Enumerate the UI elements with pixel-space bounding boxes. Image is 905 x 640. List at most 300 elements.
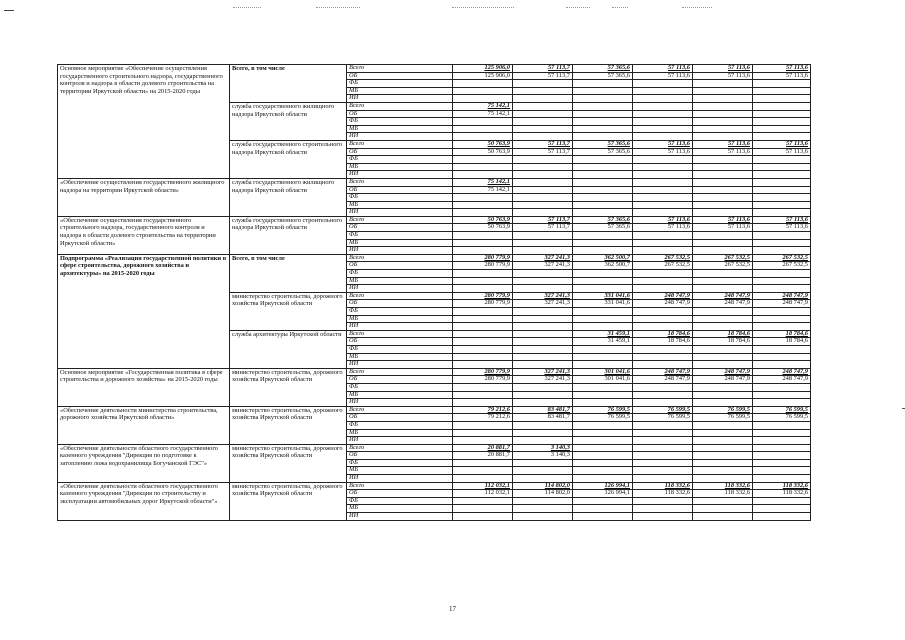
amount-cell <box>753 232 811 240</box>
amount-cell: 248 747,9 <box>633 368 693 376</box>
amount-cell <box>693 87 753 95</box>
amount-cell <box>513 247 573 255</box>
amount-cell <box>453 421 513 429</box>
amount-cell: 112 032,1 <box>453 482 513 490</box>
amount-cell <box>453 80 513 88</box>
amount-cell: 125 906,0 <box>453 72 513 80</box>
amount-cell: 331 041,6 <box>573 292 633 300</box>
amount-cell: 57 113,6 <box>753 72 811 80</box>
amount-cell <box>633 285 693 293</box>
activity-description: Основное мероприятие «Обеспечение осуществления государственного строительного надзора, государственного контроля и надзора в области долевого строительства на территории Иркутской области» на 2015-2020 годы <box>58 65 230 179</box>
amount-cell <box>513 315 573 323</box>
amount-cell: 83 481,7 <box>513 414 573 422</box>
amount-cell <box>573 194 633 202</box>
amount-cell: 76 599,5 <box>633 414 693 422</box>
amount-cell <box>513 118 573 126</box>
amount-cell <box>753 399 811 407</box>
amount-cell <box>693 163 753 171</box>
amount-cell <box>693 232 753 240</box>
amount-cell <box>513 80 573 88</box>
amount-cell <box>513 429 573 437</box>
amount-cell <box>753 452 811 460</box>
amount-cell: 57 113,6 <box>633 224 693 232</box>
amount-cell <box>753 285 811 293</box>
amount-cell: 362 500,7 <box>573 254 633 262</box>
amount-cell <box>573 156 633 164</box>
executor-cell: министерство строительства, дорожного хозяйства Иркутской области <box>230 406 347 444</box>
amount-cell <box>693 513 753 521</box>
funding-source: МБ <box>347 315 453 323</box>
executor-cell: министерство строительства, дорожного хозяйства Иркутской области <box>230 292 347 330</box>
table-row <box>58 254 811 262</box>
amount-cell <box>453 315 513 323</box>
amount-cell <box>573 444 633 452</box>
amount-cell <box>633 513 693 521</box>
amount-cell <box>513 475 573 483</box>
amount-cell <box>513 87 573 95</box>
amount-cell <box>693 80 753 88</box>
amount-cell <box>453 194 513 202</box>
funding-source: МБ <box>347 239 453 247</box>
funding-source: ИИ <box>347 513 453 521</box>
amount-cell: 57 113,6 <box>753 216 811 224</box>
amount-cell <box>453 505 513 513</box>
amount-cell <box>693 467 753 475</box>
amount-cell <box>753 513 811 521</box>
amount-cell <box>513 178 573 186</box>
amount-cell <box>573 232 633 240</box>
amount-cell <box>753 391 811 399</box>
funding-source: ИИ <box>347 323 453 331</box>
amount-cell: 50 763,9 <box>453 140 513 148</box>
amount-cell <box>693 186 753 194</box>
amount-cell <box>753 171 811 179</box>
amount-cell: 118 332,6 <box>693 482 753 490</box>
amount-cell <box>753 156 811 164</box>
amount-cell <box>753 110 811 118</box>
amount-cell <box>693 125 753 133</box>
amount-cell <box>693 421 753 429</box>
funding-source: МБ <box>347 467 453 475</box>
funding-source: ИИ <box>347 475 453 483</box>
amount-cell <box>573 110 633 118</box>
amount-cell <box>453 513 513 521</box>
amount-cell <box>693 383 753 391</box>
amount-cell <box>633 209 693 217</box>
amount-cell <box>573 467 633 475</box>
funding-source: ФБ <box>347 497 453 505</box>
amount-cell <box>693 391 753 399</box>
executor-cell: министерство строительства, дорожного хозяйства Иркутской области <box>230 368 347 406</box>
amount-cell <box>513 277 573 285</box>
amount-cell <box>573 421 633 429</box>
amount-cell <box>693 178 753 186</box>
amount-cell <box>633 156 693 164</box>
amount-cell <box>753 383 811 391</box>
amount-cell <box>513 345 573 353</box>
amount-cell <box>573 429 633 437</box>
amount-cell: 267 532,5 <box>753 262 811 270</box>
amount-cell <box>453 171 513 179</box>
amount-cell <box>753 133 811 141</box>
amount-cell: 248 747,9 <box>753 368 811 376</box>
amount-cell: 75 142,1 <box>453 110 513 118</box>
amount-cell: 76 599,5 <box>573 406 633 414</box>
amount-cell: 57 113,6 <box>633 216 693 224</box>
amount-cell <box>753 270 811 278</box>
amount-cell <box>753 429 811 437</box>
amount-cell <box>573 437 633 445</box>
amount-cell <box>513 399 573 407</box>
funding-source: ИИ <box>347 133 453 141</box>
amount-cell: 57 113,6 <box>753 140 811 148</box>
amount-cell <box>513 513 573 521</box>
amount-cell <box>633 345 693 353</box>
amount-cell: 57 113,6 <box>693 65 753 73</box>
amount-cell <box>573 383 633 391</box>
amount-cell <box>753 444 811 452</box>
executor-cell: Всего, в том числе <box>230 254 347 292</box>
funding-source: ОБ <box>347 452 453 460</box>
amount-cell <box>513 383 573 391</box>
amount-cell <box>513 330 573 338</box>
amount-cell <box>513 338 573 346</box>
amount-cell <box>513 95 573 103</box>
amount-cell <box>573 285 633 293</box>
funding-source: ОБ <box>347 148 453 156</box>
amount-cell: 79 212,6 <box>453 414 513 422</box>
amount-cell: 76 599,5 <box>693 406 753 414</box>
amount-cell <box>693 118 753 126</box>
amount-cell <box>453 353 513 361</box>
amount-cell: 280 779,9 <box>453 368 513 376</box>
amount-cell: 57 113,7 <box>513 148 573 156</box>
amount-cell <box>513 201 573 209</box>
amount-cell <box>753 80 811 88</box>
amount-cell <box>573 133 633 141</box>
amount-cell: 79 212,6 <box>453 406 513 414</box>
executor-cell: служба государственного жилищного надзора Иркутской области <box>230 178 347 216</box>
amount-cell <box>573 277 633 285</box>
amount-cell <box>633 186 693 194</box>
amount-cell <box>693 505 753 513</box>
amount-cell <box>753 201 811 209</box>
amount-cell <box>573 399 633 407</box>
amount-cell: 50 763,9 <box>453 224 513 232</box>
amount-cell <box>453 383 513 391</box>
funding-source: ФБ <box>347 80 453 88</box>
amount-cell <box>633 399 693 407</box>
amount-cell: 248 747,9 <box>753 300 811 308</box>
amount-cell <box>453 345 513 353</box>
amount-cell <box>513 391 573 399</box>
amount-cell <box>693 102 753 110</box>
amount-cell: 118 332,6 <box>753 482 811 490</box>
amount-cell: 112 032,1 <box>453 490 513 498</box>
amount-cell: 280 779,9 <box>453 300 513 308</box>
table-row <box>58 444 811 452</box>
amount-cell <box>453 399 513 407</box>
amount-cell <box>573 513 633 521</box>
amount-cell <box>693 475 753 483</box>
amount-cell <box>453 308 513 316</box>
amount-cell <box>753 497 811 505</box>
amount-cell <box>693 459 753 467</box>
amount-cell <box>693 201 753 209</box>
amount-cell <box>573 118 633 126</box>
amount-cell <box>453 232 513 240</box>
funding-source: ФБ <box>347 156 453 164</box>
amount-cell: 327 241,3 <box>513 376 573 384</box>
amount-cell <box>633 163 693 171</box>
amount-cell: 57 365,6 <box>573 148 633 156</box>
table-row <box>58 368 811 376</box>
amount-cell <box>693 239 753 247</box>
amount-cell <box>573 87 633 95</box>
funding-source: Всего <box>347 254 453 262</box>
amount-cell <box>633 239 693 247</box>
amount-cell: 50 763,9 <box>453 216 513 224</box>
funding-source: Всего <box>347 406 453 414</box>
amount-cell: 248 747,9 <box>693 292 753 300</box>
amount-cell <box>693 353 753 361</box>
amount-cell <box>753 118 811 126</box>
amount-cell <box>573 201 633 209</box>
amount-cell <box>573 353 633 361</box>
amount-cell <box>633 232 693 240</box>
activity-description: «Обеспечение осуществления государственного жилищного надзора на территории Иркутской области» <box>58 178 230 216</box>
amount-cell: 57 113,7 <box>513 224 573 232</box>
amount-cell: 57 365,6 <box>573 140 633 148</box>
amount-cell <box>513 497 573 505</box>
amount-cell <box>453 467 513 475</box>
amount-cell <box>693 497 753 505</box>
amount-cell <box>453 285 513 293</box>
amount-cell <box>453 338 513 346</box>
table-row <box>58 406 811 414</box>
table-row <box>58 65 811 73</box>
amount-cell <box>633 497 693 505</box>
funding-source: МБ <box>347 201 453 209</box>
activity-description: «Обеспечение осуществления государственного строительного надзора, государственного контроля и надзора в области долевого строительства на территории Иркутской области» <box>58 216 230 254</box>
funding-source: ИИ <box>347 171 453 179</box>
amount-cell: 18 784,6 <box>753 330 811 338</box>
amount-cell <box>753 239 811 247</box>
amount-cell <box>753 125 811 133</box>
amount-cell <box>453 133 513 141</box>
amount-cell <box>573 247 633 255</box>
amount-cell <box>633 277 693 285</box>
amount-cell: 118 332,6 <box>633 490 693 498</box>
amount-cell <box>453 277 513 285</box>
funding-source: ИИ <box>347 399 453 407</box>
amount-cell <box>573 323 633 331</box>
amount-cell <box>693 285 753 293</box>
amount-cell: 57 113,6 <box>693 72 753 80</box>
amount-cell <box>513 308 573 316</box>
amount-cell: 267 532,5 <box>633 262 693 270</box>
amount-cell <box>453 323 513 331</box>
amount-cell <box>633 315 693 323</box>
amount-cell <box>693 133 753 141</box>
amount-cell: 248 747,9 <box>633 300 693 308</box>
funding-source: ФБ <box>347 421 453 429</box>
amount-cell <box>693 399 753 407</box>
activity-description: Основное мероприятие «Государственная политика в сфере строительства и дорожного хозяйства» на 2015-2020 годы <box>58 368 230 406</box>
amount-cell <box>453 239 513 247</box>
funding-source: Всего <box>347 102 453 110</box>
amount-cell: 118 332,6 <box>753 490 811 498</box>
amount-cell <box>633 421 693 429</box>
executor-cell: служба государственного строительного надзора Иркутской области <box>230 216 347 254</box>
amount-cell <box>633 467 693 475</box>
amount-cell: 57 113,6 <box>693 216 753 224</box>
amount-cell <box>573 209 633 217</box>
amount-cell <box>573 80 633 88</box>
amount-cell <box>513 194 573 202</box>
table-row <box>58 216 811 224</box>
amount-cell <box>513 102 573 110</box>
funding-source: ФБ <box>347 232 453 240</box>
amount-cell <box>453 87 513 95</box>
amount-cell: 125 906,0 <box>453 65 513 73</box>
amount-cell: 75 142,1 <box>453 102 513 110</box>
amount-cell <box>513 437 573 445</box>
amount-cell <box>753 87 811 95</box>
amount-cell <box>453 391 513 399</box>
amount-cell <box>633 459 693 467</box>
amount-cell: 301 041,6 <box>573 368 633 376</box>
amount-cell <box>573 452 633 460</box>
amount-cell: 118 332,6 <box>693 490 753 498</box>
amount-cell <box>633 194 693 202</box>
amount-cell <box>513 270 573 278</box>
funding-source: ФБ <box>347 270 453 278</box>
amount-cell <box>693 345 753 353</box>
amount-cell: 20 881,7 <box>453 452 513 460</box>
funding-source: Всего <box>347 292 453 300</box>
amount-cell <box>573 171 633 179</box>
amount-cell <box>513 361 573 369</box>
funding-source: ФБ <box>347 345 453 353</box>
funding-source: ФБ <box>347 118 453 126</box>
scan-top-marks <box>0 0 905 14</box>
amount-cell: 3 140,3 <box>513 452 573 460</box>
amount-cell: 248 747,9 <box>633 376 693 384</box>
funding-source: ИИ <box>347 95 453 103</box>
amount-cell <box>693 444 753 452</box>
amount-cell <box>573 239 633 247</box>
amount-cell <box>753 505 811 513</box>
amount-cell <box>753 437 811 445</box>
amount-cell <box>693 156 753 164</box>
amount-cell <box>453 201 513 209</box>
budget-table-container <box>57 64 810 521</box>
amount-cell: 57 113,7 <box>513 65 573 73</box>
amount-cell <box>753 102 811 110</box>
amount-cell <box>573 95 633 103</box>
funding-source: МБ <box>347 163 453 171</box>
executor-cell: служба государственного жилищного надзора Иркутской области <box>230 102 347 140</box>
amount-cell <box>513 209 573 217</box>
amount-cell <box>573 163 633 171</box>
amount-cell: 327 241,3 <box>513 368 573 376</box>
amount-cell <box>453 429 513 437</box>
amount-cell: 57 113,6 <box>693 148 753 156</box>
amount-cell <box>573 497 633 505</box>
amount-cell: 248 747,9 <box>693 368 753 376</box>
amount-cell: 20 881,7 <box>453 444 513 452</box>
amount-cell: 57 113,6 <box>753 65 811 73</box>
activity-description: «Обеспечение деятельности областного государственного казенного учреждения "Дирекция по подготовке к затоплению ложа водохранилища Богучанской ГЭС"» <box>58 444 230 482</box>
amount-cell <box>573 505 633 513</box>
amount-cell <box>513 505 573 513</box>
amount-cell <box>453 95 513 103</box>
funding-source: Всего <box>347 178 453 186</box>
amount-cell: 327 241,3 <box>513 292 573 300</box>
amount-cell: 57 113,6 <box>633 148 693 156</box>
funding-source: МБ <box>347 505 453 513</box>
amount-cell <box>633 429 693 437</box>
funding-source: Всего <box>347 482 453 490</box>
amount-cell: 126 994,1 <box>573 482 633 490</box>
amount-cell: 57 113,6 <box>693 140 753 148</box>
amount-cell <box>633 353 693 361</box>
amount-cell <box>573 125 633 133</box>
amount-cell <box>513 156 573 164</box>
amount-cell <box>453 361 513 369</box>
funding-source: Всего <box>347 65 453 73</box>
amount-cell <box>513 239 573 247</box>
amount-cell <box>753 163 811 171</box>
amount-cell <box>693 277 753 285</box>
activity-description: Подпрограмма «Реализация государственной политики в сфере строительства, дорожного хозяйства и архитектуры» на 2015-2020 годы <box>58 254 230 368</box>
funding-source: ИИ <box>347 209 453 217</box>
amount-cell <box>753 361 811 369</box>
amount-cell: 76 599,5 <box>633 406 693 414</box>
funding-source: Всего <box>347 444 453 452</box>
amount-cell <box>753 475 811 483</box>
amount-cell: 57 365,6 <box>573 72 633 80</box>
funding-source: Всего <box>347 330 453 338</box>
amount-cell: 280 779,9 <box>453 376 513 384</box>
amount-cell <box>633 247 693 255</box>
amount-cell <box>693 361 753 369</box>
amount-cell: 3 140,3 <box>513 444 573 452</box>
amount-cell <box>453 125 513 133</box>
amount-cell: 267 532,5 <box>633 254 693 262</box>
amount-cell <box>633 125 693 133</box>
amount-cell: 327 241,3 <box>513 300 573 308</box>
amount-cell: 114 802,0 <box>513 490 573 498</box>
budget-table <box>57 64 811 521</box>
amount-cell: 267 532,5 <box>693 262 753 270</box>
amount-cell <box>453 270 513 278</box>
funding-source: ОБ <box>347 186 453 194</box>
amount-cell: 57 365,6 <box>573 65 633 73</box>
amount-cell <box>573 308 633 316</box>
funding-source: ОБ <box>347 414 453 422</box>
amount-cell <box>693 110 753 118</box>
amount-cell: 18 784,6 <box>693 330 753 338</box>
amount-cell <box>693 429 753 437</box>
amount-cell: 267 532,5 <box>693 254 753 262</box>
amount-cell <box>573 315 633 323</box>
funding-source: ФБ <box>347 308 453 316</box>
amount-cell <box>633 201 693 209</box>
executor-cell: служба архитектуры Иркутской области <box>230 330 347 368</box>
executor-cell: министерство строительства, дорожного хозяйства Иркутской области <box>230 444 347 482</box>
